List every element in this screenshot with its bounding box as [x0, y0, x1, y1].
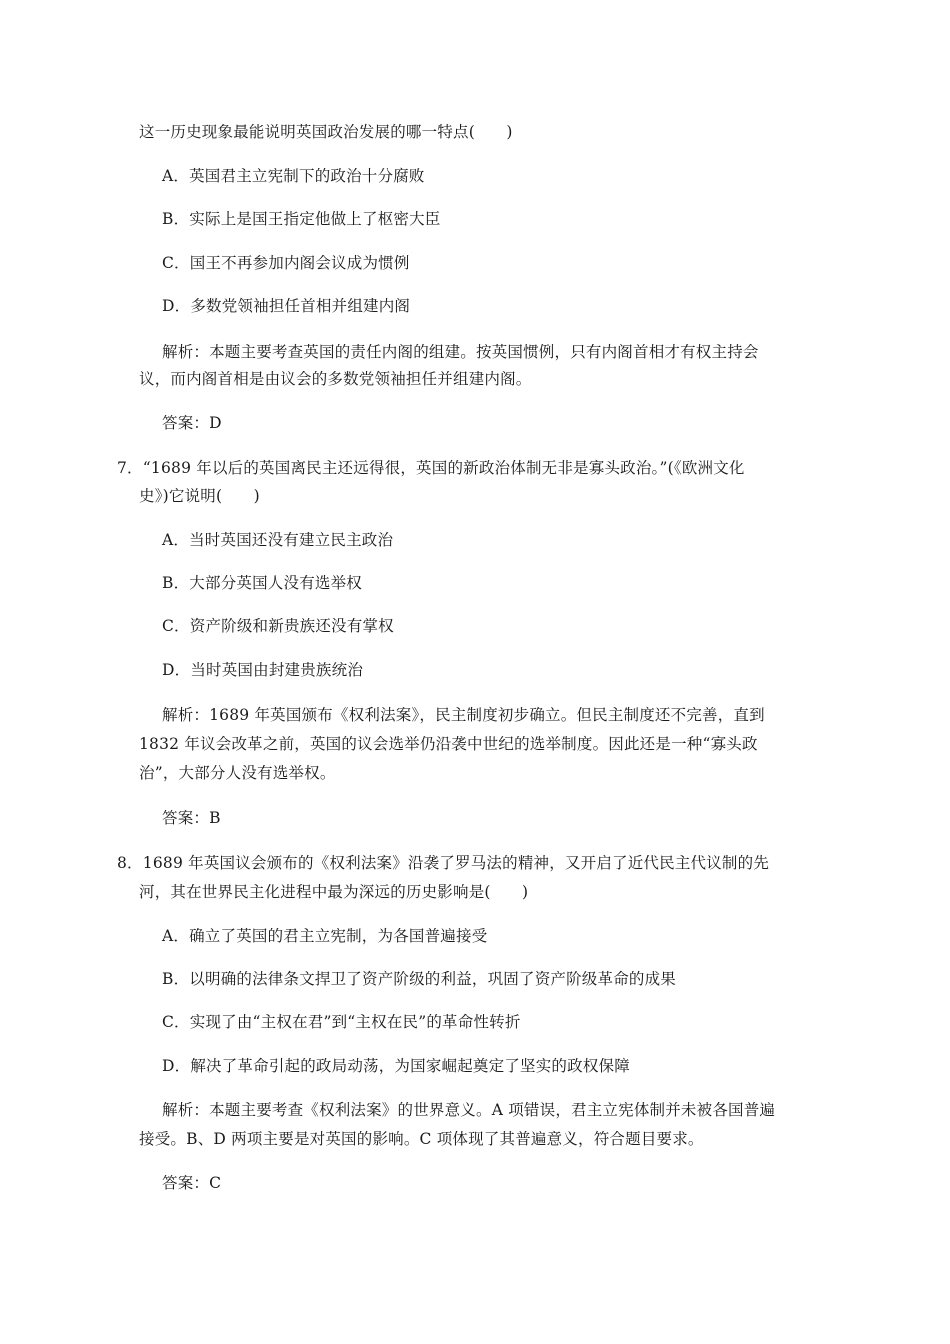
q6-option-d: D．多数党领袖担任首相并组建内阁: [162, 297, 411, 315]
q7-answer: 答案：B: [162, 809, 221, 827]
q6-analysis-line-1: 解析：本题主要考查英国的责任内阁的组建。按英国惯例，只有内阁首相才有权主持会: [162, 343, 759, 361]
q6-analysis-line-2: 议，而内阁首相是由议会的多数党领袖担任并组建内阁。: [139, 370, 532, 388]
q6-answer: 答案：D: [162, 414, 222, 432]
q7-option-b: B．大部分英国人没有选举权: [162, 574, 362, 592]
q8-option-c: C．实现了由“主权在君”到“主权在民”的革命性转折: [162, 1013, 521, 1031]
q7-stem-line-1: 7．“1689 年以后的英国离民主还远得很，英国的新政治体制无非是寡头政治。”(《欧洲文化: [117, 459, 745, 477]
q8-option-d: D．解决了革命引起的政局动荡，为国家崛起奠定了坚实的政权保障: [162, 1057, 630, 1075]
q7-analysis-line-1: 解析：1689 年英国颁布《权利法案》，民主制度初步确立。但民主制度还不完善，直到: [162, 706, 765, 724]
q7-stem-line-2: 史》)它说明( ): [139, 487, 260, 505]
q8-analysis-line-1: 解析：本题主要考查《权利法案》的世界意义。A 项错误，君主立宪体制并未被各国普遍: [162, 1101, 776, 1119]
q7-option-a: A．当时英国还没有建立民主政治: [162, 531, 394, 549]
q6-stem-tail: 这一历史现象最能说明英国政治发展的哪一特点( ): [139, 123, 513, 141]
q6-option-a: A．英国君主立宪制下的政治十分腐败: [162, 167, 425, 185]
q6-option-c: C．国王不再参加内阁会议成为惯例: [162, 254, 410, 272]
q8-stem-line-1: 8．1689 年英国议会颁布的《权利法案》沿袭了罗马法的精神，又开启了近代民主代议制的先: [117, 854, 770, 872]
q8-option-a: A．确立了英国的君主立宪制，为各国普遍接受: [162, 927, 488, 945]
q6-option-b: B．实际上是国王指定他做上了枢密大臣: [162, 210, 441, 228]
q8-option-b: B．以明确的法律条文捍卫了资产阶级的利益，巩固了资产阶级革命的成果: [162, 970, 676, 988]
q7-option-c: C．资产阶级和新贵族还没有掌权: [162, 617, 394, 635]
q8-answer: 答案：C: [162, 1174, 222, 1192]
q7-analysis-line-2: 1832 年议会改革之前，英国的议会选举仍沿袭中世纪的选举制度。因此还是一种“寡头政: [139, 735, 758, 753]
q7-option-d: D．当时英国由封建贵族统治: [162, 661, 364, 679]
q8-analysis-line-2: 接受。B、D 两项主要是对英国的影响。C 项体现了其普遍意义，符合题目要求。: [139, 1130, 704, 1148]
q7-analysis-line-3: 治”，大部分人没有选举权。: [139, 764, 336, 782]
q8-stem-line-2: 河，其在世界民主化进程中最为深远的历史影响是( ): [139, 883, 529, 901]
